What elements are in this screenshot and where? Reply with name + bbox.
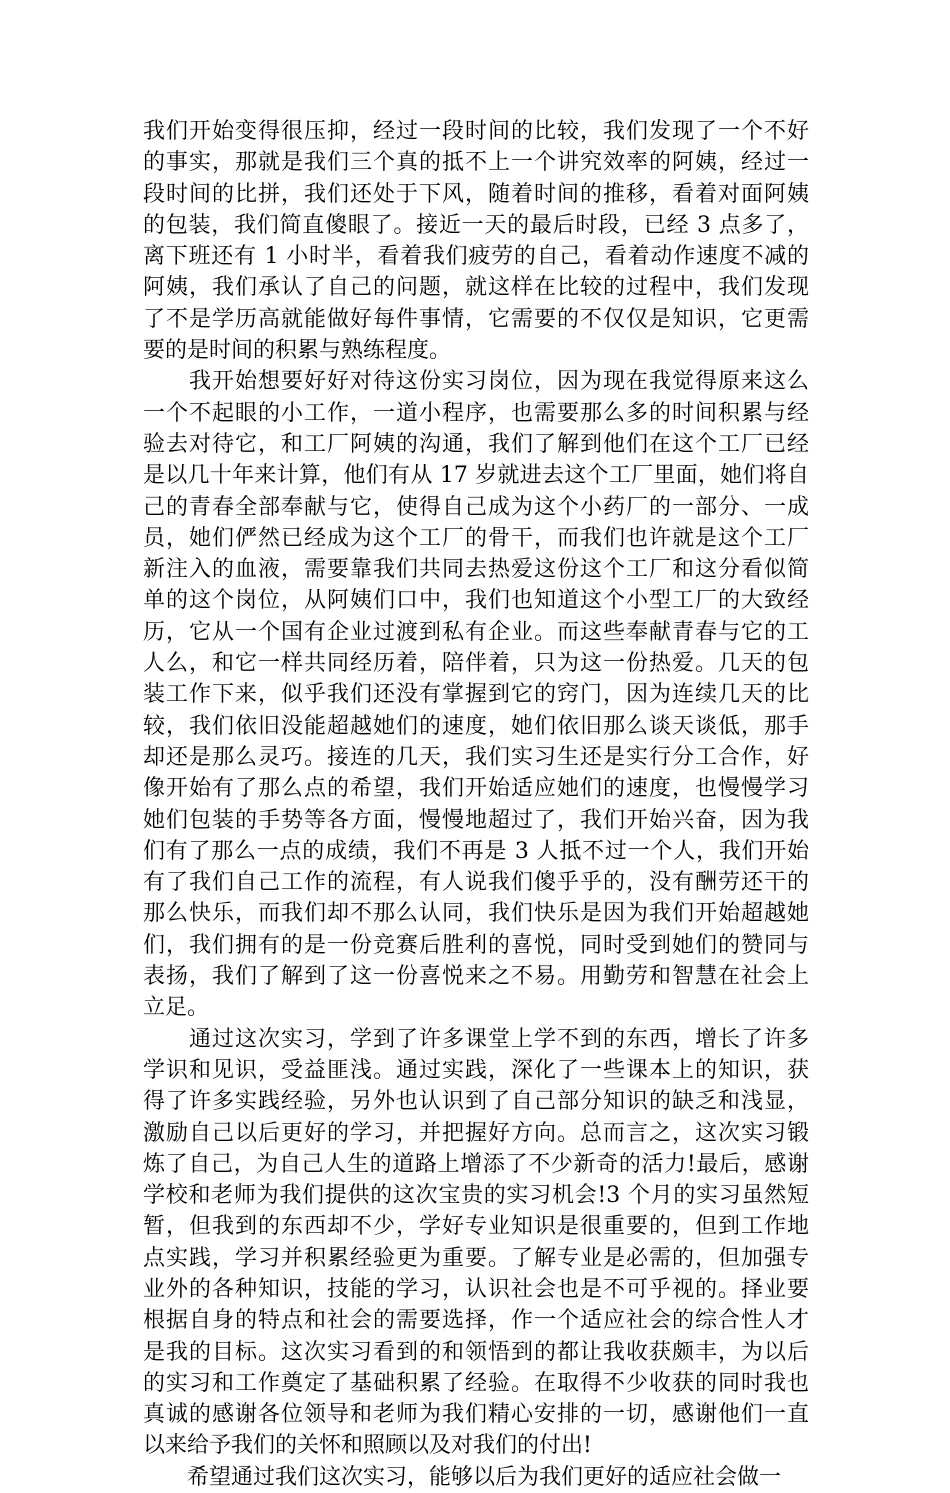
text-line: 通过这次实习，学到了许多课堂上学不到的东西，增长了许多 <box>143 1026 809 1052</box>
text-line: 根据自身的特点和社会的需要选择，作一个适应社会的综合性人才 <box>143 1308 809 1334</box>
text-line: 一个不起眼的小工作，一道小程序，也需要那么多的时间积累与经 <box>143 400 809 426</box>
text-line: 学识和见识，受益匪浅。通过实践，深化了一些课本上的知识，获 <box>143 1057 809 1083</box>
text-line: 离下班还有 1 小时半，看着我们疲劳的自己，看着动作速度不减的 <box>143 244 809 270</box>
document-body <box>143 116 809 1493</box>
text-line: 得了许多实践经验，另外也认识到了自己部分知识的缺乏和浅显， <box>143 1089 809 1115</box>
text-line: 有了我们自己工作的流程，有人说我们傻乎乎的，没有酬劳还干的 <box>143 870 809 896</box>
text-line: 她们包装的手势等各方面，慢慢地超过了，我们开始兴奋，因为我 <box>143 807 809 833</box>
text-line: 却还是那么灵巧。接连的几天，我们实习生还是实行分工合作，好 <box>143 744 809 770</box>
text-line: 新注入的血液，需要靠我们共同去热爱这份这个工厂和这分看似简 <box>143 557 809 583</box>
text-line: 的事实，那就是我们三个真的抵不上一个讲究效率的阿姨，经过一 <box>143 150 809 176</box>
text-line: 单的这个岗位，从阿姨们口中，我们也知道这个小型工厂的大致经 <box>143 588 809 614</box>
text-line: 是我的目标。这次实习看到的和领悟到的都让我收获颇丰，为以后 <box>143 1339 809 1365</box>
text-line: 历，它从一个国有企业过渡到私有企业。而这些奉献青春与它的工 <box>143 619 809 645</box>
text-line: 表扬，我们了解到了这一份喜悦来之不易。用勤劳和智慧在社会上 <box>143 964 809 990</box>
text-line: 希望通过我们这次实习，能够以后为我们更好的适应社会做一 <box>143 1464 782 1490</box>
paragraph <box>143 1462 809 1493</box>
text-line: 激励自己以后更好的学习，并把握好方向。总而言之，这次实习锻 <box>143 1120 809 1146</box>
text-line: 暂，但我到的东西却不少，学好专业知识是很重要的，但到工作地 <box>143 1214 809 1240</box>
text-line: 立足。 <box>143 995 210 1021</box>
text-line: 炼了自己，为自己人生的道路上增添了不少新奇的活力!最后，感谢 <box>143 1151 809 1177</box>
text-line: 像开始有了那么点的希望，我们开始适应她们的速度，也慢慢学习 <box>143 776 809 802</box>
text-line: 验去对待它，和工厂阿姨的沟通，我们了解到他们在这个工厂已经 <box>143 431 809 457</box>
text-line: 我开始想要好好对待这份实习岗位，因为现在我觉得原来这么 <box>143 369 809 395</box>
text-line: 们，我们拥有的是一份竞赛后胜利的喜悦，同时受到她们的赞同与 <box>143 932 809 958</box>
paragraph <box>143 366 809 1023</box>
text-line: 的包装，我们简直傻眼了。接近一天的最后时段，已经 3 点多了， <box>143 212 809 238</box>
text-line: 段时间的比拼，我们还处于下风，随着时间的推移，看着对面阿姨 <box>143 181 809 207</box>
text-line: 我们开始变得很压抑，经过一段时间的比较，我们发现了一个不好 <box>143 119 809 144</box>
text-line: 那么快乐，而我们却不那么认同，我们快乐是因为我们开始超越她 <box>143 901 809 927</box>
paragraph <box>143 1024 809 1462</box>
text-line: 学校和老师为我们提供的这次宝贵的实习机会!3 个月的实习虽然短 <box>143 1183 809 1209</box>
text-line: 己的青春全部奉献与它，使得自己成为这个小药厂的一部分、一成 <box>143 494 809 520</box>
text-line: 装工作下来，似乎我们还没有掌握到它的窍门，因为连续几天的比 <box>143 682 809 708</box>
text-line: 阿姨，我们承认了自己的问题，就这样在比较的过程中，我们发现 <box>143 275 809 301</box>
text-line: 真诚的感谢各位领导和老师为我们精心安排的一切，感谢他们一直 <box>143 1402 809 1428</box>
text-line: 要的是时间的积累与熟练程度。 <box>143 338 452 364</box>
text-line: 较，我们依旧没能超越她们的速度，她们依旧那么谈天谈低，那手 <box>143 713 809 739</box>
paragraph <box>143 116 809 366</box>
text-line: 是以几十年来计算，他们有从 17 岁就进去这个工厂里面，她们将自 <box>143 463 809 489</box>
text-line: 员，她们俨然已经成为这个工厂的骨干，而我们也许就是这个工厂 <box>143 525 809 551</box>
text-line: 以来给予我们的关怀和照顾以及对我们的付出! <box>143 1433 592 1459</box>
text-line: 了不是学历高就能做好每件事情，它需要的不仅仅是知识，它更需 <box>143 306 809 332</box>
text-line: 的实习和工作奠定了基础积累了经验。在取得不少收获的同时我也 <box>143 1370 809 1396</box>
text-line: 业外的各种知识，技能的学习，认识社会也是不可乎视的。择业要 <box>143 1276 809 1302</box>
text-line: 点实践，学习并积累经验更为重要。了解专业是必需的，但加强专 <box>143 1245 809 1271</box>
text-line: 们有了那么一点的成绩，我们不再是 3 人抵不过一个人，我们开始 <box>143 838 809 864</box>
text-line: 人么，和它一样共同经历着，陪伴着，只为这一份热爱。几天的包 <box>143 651 809 677</box>
